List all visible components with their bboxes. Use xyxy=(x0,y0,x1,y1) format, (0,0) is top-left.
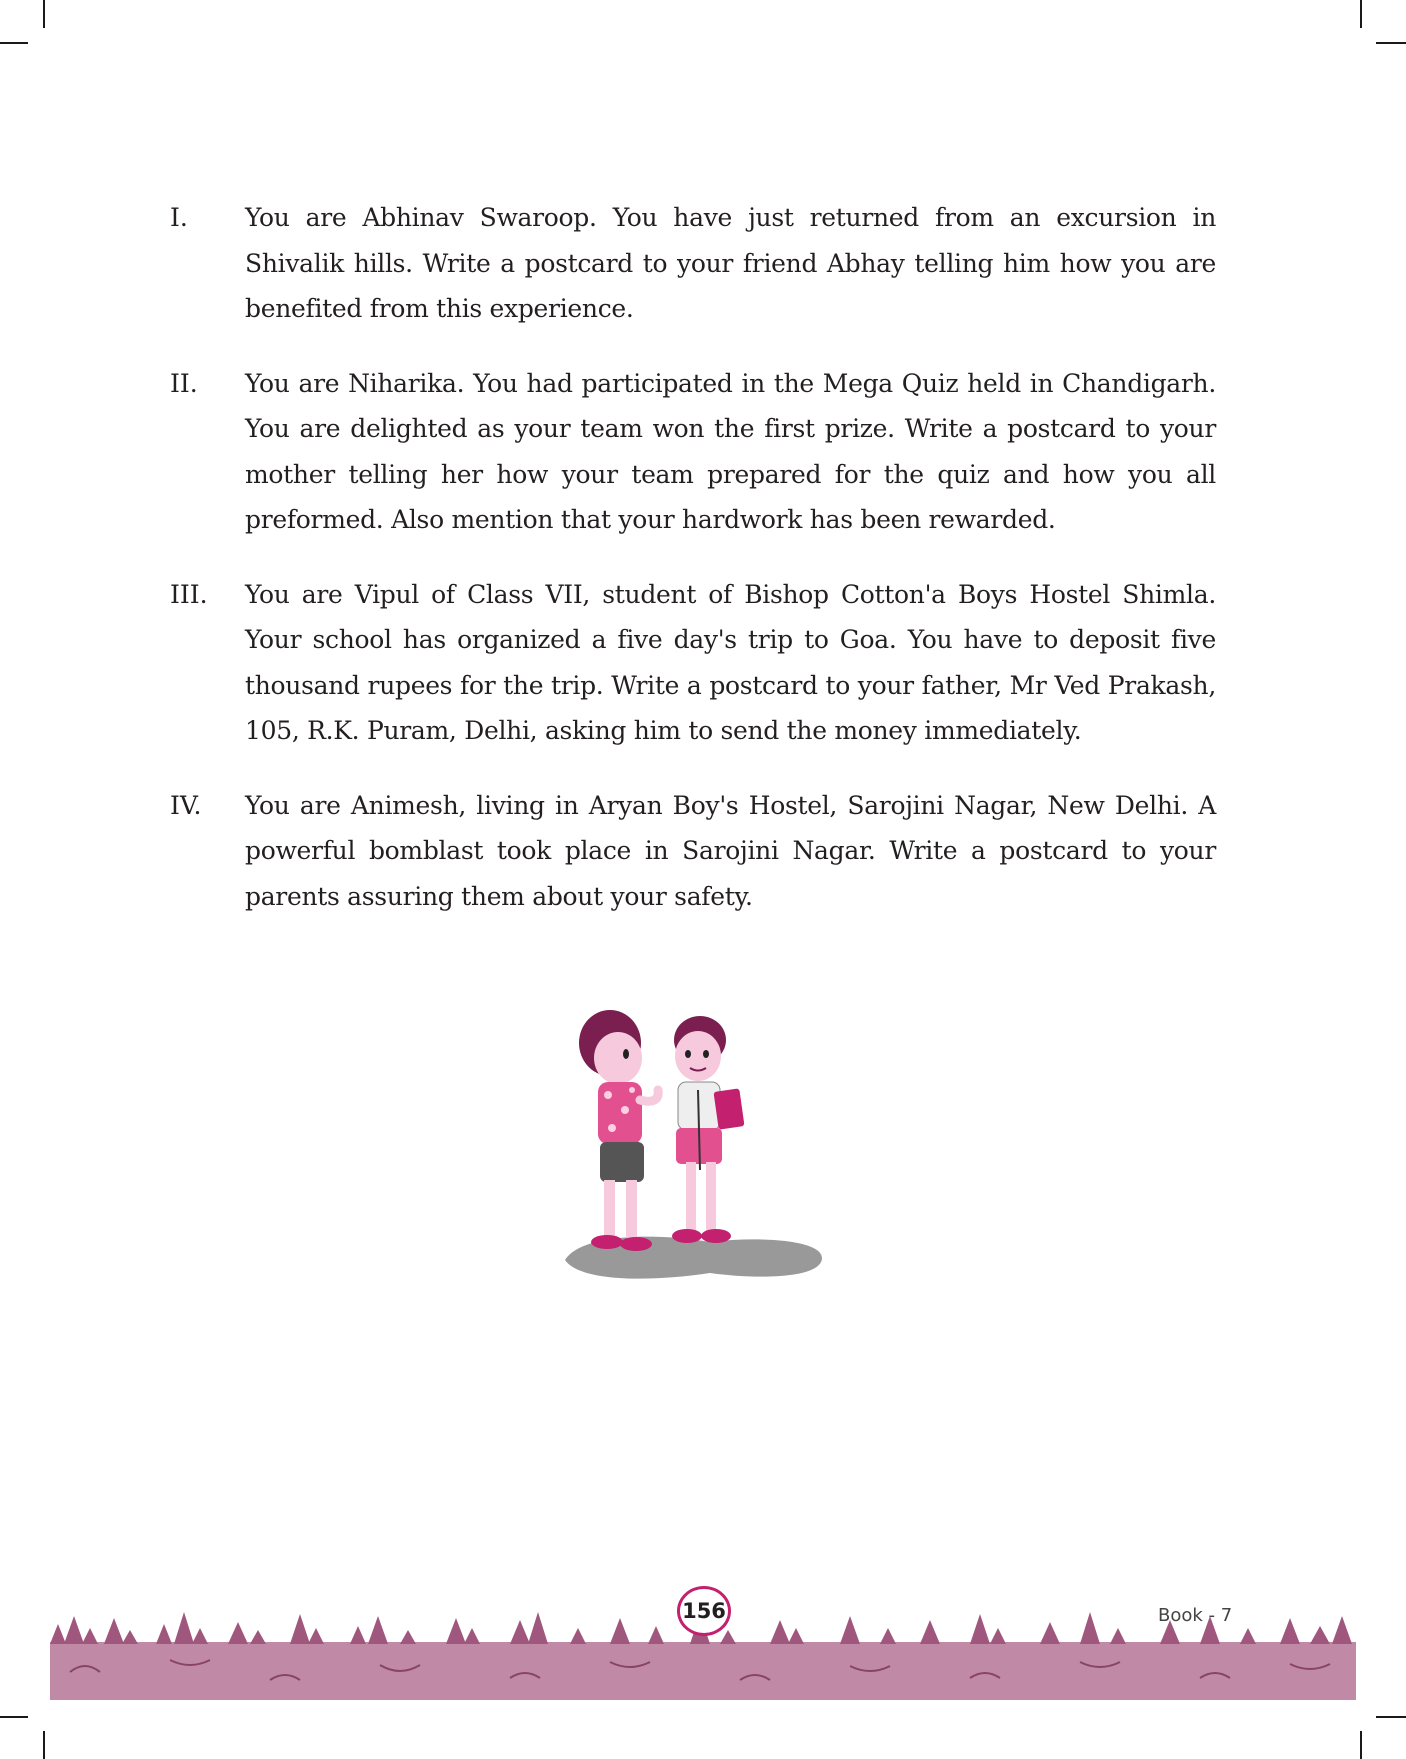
crop-mark xyxy=(43,1731,45,1759)
crop-mark xyxy=(43,0,45,28)
list-item xyxy=(170,195,1220,332)
list-item xyxy=(170,783,1220,920)
crop-mark xyxy=(1376,1716,1406,1718)
crop-mark xyxy=(0,42,28,44)
item-text: You are Vipul of Class VII, student of Bishop Cotton'a Boys Hostel Shimla. Your school has organized a five day's trip to Goa. You have to deposit five thousand rupees for the trip. Write a postcard to your father, Mr Ved Prakash, 105, R.K. Puram, Delhi, asking him to send the money immediately. xyxy=(245,579,1216,745)
list-item xyxy=(170,572,1220,754)
book-label: Book - 7 xyxy=(1158,1605,1233,1626)
exercise-list xyxy=(170,195,1220,948)
page-number: 156 xyxy=(677,1586,731,1636)
crop-mark xyxy=(0,1716,28,1718)
item-numeral: I. xyxy=(170,203,188,232)
item-numeral: III. xyxy=(170,579,208,609)
crop-mark xyxy=(1360,0,1362,28)
boy-right xyxy=(672,1016,745,1243)
item-text: You are Animesh, living in Aryan Boy's Hostel, Sarojini Nagar, New Delhi. A powerful bomblast took place in Sarojini Nagar. Write a postcard to your parents assuring them about your safety. xyxy=(245,790,1216,911)
crop-mark xyxy=(1360,1731,1362,1759)
item-numeral: IV. xyxy=(170,790,202,820)
item-numeral: II. xyxy=(170,368,198,398)
two-boys-illustration xyxy=(560,1010,830,1290)
boy-left xyxy=(579,1010,658,1251)
list-item xyxy=(170,361,1220,543)
crop-mark xyxy=(1376,42,1406,44)
item-text: You are Niharika. You had participated in the Mega Quiz held in Chandigarh. You are delighted as your team won the first prize. Write a postcard to your mother telling her how your team prepared for the quiz and how you all preformed. Also mention that your hardwork has been rewarded. xyxy=(245,368,1216,534)
item-text: You are Abhinav Swaroop. You have just returned from an excursion in Shivalik hills. Write a postcard to your friend Abhay telling him how you are benefited from this experience. xyxy=(245,203,1216,323)
